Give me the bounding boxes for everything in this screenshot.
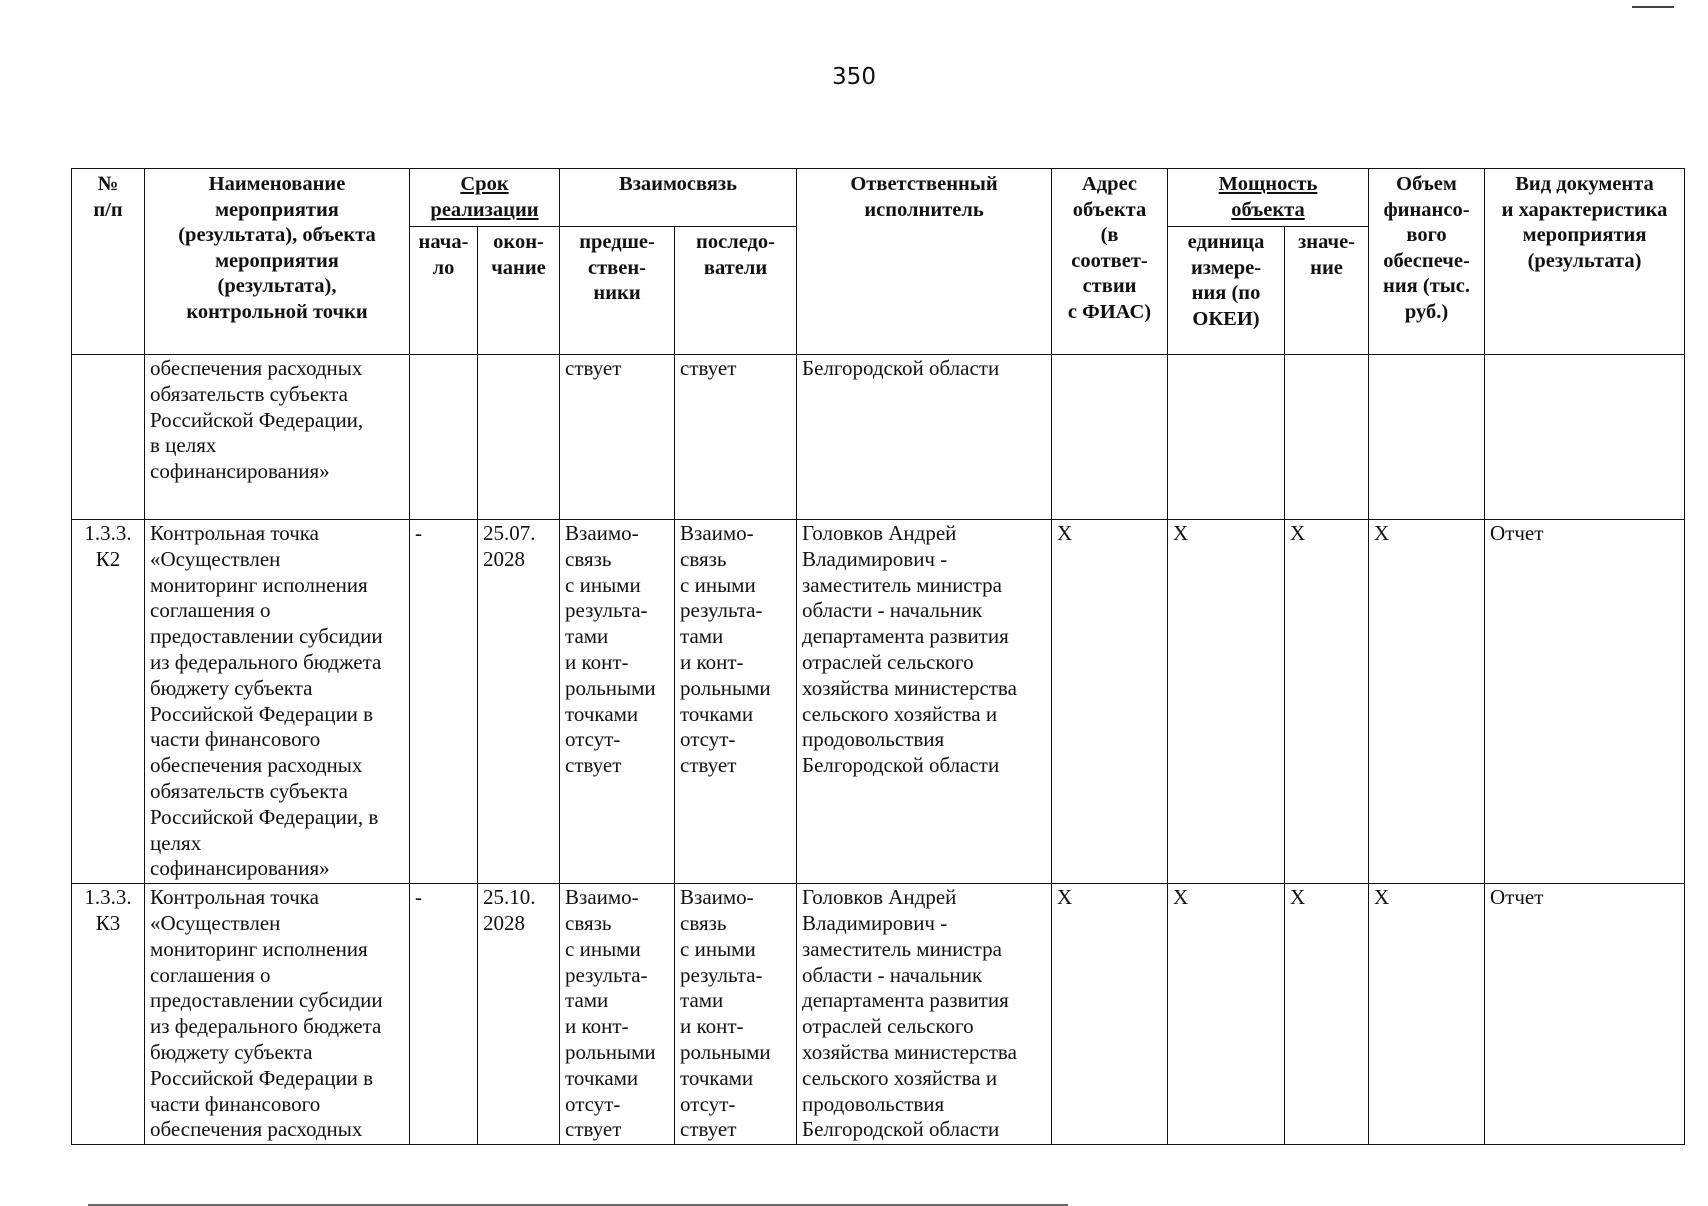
header-term-start <box>410 227 478 355</box>
text-line: и конт- <box>565 1014 629 1039</box>
text-line: Владимирович - <box>802 910 948 935</box>
text-line: Вид документа <box>1515 173 1654 195</box>
text-line: X <box>1290 885 1306 910</box>
text-line: Отчет <box>1490 521 1544 545</box>
cell-finance <box>1369 884 1485 1145</box>
text-line: Белгородской области <box>802 753 1000 778</box>
text-line: Владимирович - <box>802 546 948 571</box>
cell-doc-type <box>1485 884 1685 1145</box>
cell-doc-type <box>1485 520 1685 884</box>
cell-unit <box>1168 520 1285 884</box>
header-address <box>1052 169 1168 355</box>
text-line: ствует <box>680 1117 737 1142</box>
text-line: X <box>1173 521 1189 545</box>
table-row <box>72 355 1685 520</box>
text-line: обязательств субъекта <box>150 381 348 406</box>
text-line: X <box>1374 521 1390 545</box>
text-line: связь <box>565 910 612 935</box>
cell-finance <box>1369 355 1485 520</box>
text-line: окон- <box>493 231 544 253</box>
header-link <box>560 169 797 227</box>
text-line: рольными <box>680 675 771 700</box>
cell-address <box>1052 884 1168 1145</box>
text-line: X <box>1290 521 1306 545</box>
text-line: с иными <box>680 936 756 961</box>
text-line: связь <box>565 546 612 571</box>
text-line: измере- <box>1190 256 1262 279</box>
text-line: чание <box>491 256 546 279</box>
text-line: отсут- <box>680 727 736 752</box>
text-line: мониторинг исполнения <box>150 572 368 597</box>
text-line: ствии <box>1082 275 1137 297</box>
text-line: нача- <box>418 231 469 253</box>
text-line: софинансирования» <box>150 459 330 484</box>
text-line: рольными <box>680 1039 771 1064</box>
cell-start <box>410 520 478 884</box>
text-line: Головков Андрей <box>802 521 957 545</box>
text-line: отсут- <box>565 1091 621 1116</box>
text-line: соглашения о <box>150 962 271 987</box>
text-line: Взаимо- <box>680 885 754 910</box>
text-line: точками <box>680 1065 754 1090</box>
text-line: вого <box>1406 224 1447 246</box>
text-line: ствует <box>565 753 622 778</box>
text-line: с ФИАС) <box>1067 300 1152 323</box>
cell-num <box>72 884 145 1145</box>
text-line: Контрольная точка <box>150 521 320 545</box>
text-line: ствует <box>565 356 622 380</box>
text-line: № <box>97 173 119 195</box>
table-body <box>72 355 1685 1145</box>
text-line: с иными <box>680 572 756 597</box>
text-line: К2 <box>95 546 121 571</box>
text-line: Белгородской области <box>802 1117 1000 1142</box>
text-line: департамента развития <box>802 624 1009 649</box>
cell-end <box>478 884 560 1145</box>
text-line: реализации <box>430 198 539 221</box>
text-line: целях <box>150 830 202 855</box>
text-line: Взаимо- <box>680 521 754 545</box>
cell-value <box>1285 884 1369 1145</box>
cell-responsible <box>797 884 1052 1145</box>
text-line: области - начальник <box>802 962 983 987</box>
header-doc-type <box>1485 169 1685 355</box>
text-line: результа- <box>565 962 648 987</box>
text-line: заместитель министра <box>802 572 1002 597</box>
cell-name <box>145 884 410 1145</box>
header-name <box>145 169 410 355</box>
text-line: предоставлении субсидии <box>150 988 383 1013</box>
text-line: хозяйства министерства <box>802 675 1017 700</box>
text-line: 2028 <box>483 546 525 571</box>
cell-responsible <box>797 355 1052 520</box>
text-line: Объем <box>1396 173 1457 195</box>
text-line: из федерального бюджета <box>150 1014 382 1039</box>
text-line: точками <box>565 1065 639 1090</box>
text-line: Белгородской области <box>802 356 1000 380</box>
cell-end <box>478 520 560 884</box>
text-line: продовольствия <box>802 1091 945 1116</box>
cell-predecessors <box>560 884 675 1145</box>
text-line: (результата), <box>217 275 337 297</box>
text-line: объекта <box>1072 198 1147 221</box>
text-line: ние <box>1310 256 1343 279</box>
text-line: соответ- <box>1071 249 1148 272</box>
cell-successors <box>675 884 797 1145</box>
text-line: Российской Федерации в <box>150 701 374 726</box>
text-line: и характеристика <box>1501 198 1668 221</box>
text-line: контрольной точки <box>186 300 368 323</box>
text-line: результа- <box>680 962 763 987</box>
cell-unit <box>1168 355 1285 520</box>
text-line: отсут- <box>565 727 621 752</box>
text-line: объекта <box>1231 198 1305 221</box>
text-line: части финансового <box>150 1091 321 1116</box>
cell-predecessors <box>560 355 675 520</box>
header-responsible <box>797 169 1052 355</box>
header-link-prev <box>560 227 675 355</box>
cell-predecessors <box>560 520 675 884</box>
activities-table <box>71 168 1685 1145</box>
text-line: Российской Федерации в <box>150 1065 374 1090</box>
text-line: предше- <box>579 231 655 253</box>
text-line: значе- <box>1298 231 1355 253</box>
text-line: (результата), объекта <box>178 224 376 246</box>
text-line: точками <box>680 701 754 726</box>
cell-finance <box>1369 520 1485 884</box>
text-line: бюджету субъекта <box>150 675 313 700</box>
text-line: Отчет <box>1490 885 1544 910</box>
text-line: обязательств субъекта <box>150 778 348 803</box>
text-line: сельского хозяйства и <box>802 1065 998 1090</box>
table-row <box>72 520 1685 884</box>
text-line: бюджету субъекта <box>150 1039 313 1064</box>
page-number: 350 <box>832 64 876 90</box>
text-line: и конт- <box>680 1014 744 1039</box>
text-line: 25.10. <box>483 885 536 910</box>
cell-name <box>145 355 410 520</box>
text-line: последо- <box>696 231 775 253</box>
text-line: ло <box>432 256 455 279</box>
text-line: «Осуществлен <box>150 546 281 571</box>
text-line: руб.) <box>1404 300 1449 323</box>
text-line: ствует <box>565 1117 622 1142</box>
text-line: X <box>1173 885 1189 910</box>
text-line: Наименование <box>208 173 346 195</box>
text-line: части финансового <box>150 727 321 752</box>
text-line: тами <box>565 624 609 649</box>
text-line: с иными <box>565 572 641 597</box>
text-line: тами <box>680 624 724 649</box>
text-line: отраслей сельского <box>802 1014 974 1039</box>
text-line: «Осуществлен <box>150 910 281 935</box>
text-line: Мощность <box>1218 173 1318 195</box>
text-line: Взаимосвязь <box>619 173 738 195</box>
cell-unit <box>1168 884 1285 1145</box>
cell-start <box>410 355 478 520</box>
text-line: результа- <box>565 598 648 623</box>
cell-address <box>1052 355 1168 520</box>
text-line: - <box>415 885 422 910</box>
text-line: Головков Андрей <box>802 885 957 910</box>
text-line: ники <box>593 282 641 304</box>
header-capacity <box>1168 169 1369 227</box>
text-line: 2028 <box>483 910 525 935</box>
cell-num <box>72 520 145 884</box>
cell-doc-type <box>1485 355 1685 520</box>
text-line: ния (тыс. <box>1383 275 1470 297</box>
header-capacity-unit <box>1168 227 1285 355</box>
text-line: отраслей сельского <box>802 649 974 674</box>
text-line: рольными <box>565 1039 656 1064</box>
text-line: обеспече- <box>1383 249 1470 272</box>
text-line: департамента развития <box>802 988 1009 1013</box>
text-line: ОКЕИ) <box>1192 307 1260 330</box>
header-num <box>72 169 145 355</box>
text-line: результа- <box>680 598 763 623</box>
text-line: обеспечения расходных <box>150 753 363 778</box>
text-line: К3 <box>95 910 121 935</box>
top-edge-rule <box>1632 6 1674 8</box>
text-line: Контрольная точка <box>150 885 320 910</box>
text-line: ствует <box>680 753 737 778</box>
text-line: 1.3.3. <box>84 885 132 910</box>
text-line: Взаимо- <box>565 521 639 545</box>
text-line: в целях <box>150 433 217 458</box>
text-line: Срок <box>460 173 509 195</box>
text-line: сельского хозяйства и <box>802 701 998 726</box>
cell-value <box>1285 355 1369 520</box>
text-line: Взаимо- <box>565 885 639 910</box>
text-line: ствует <box>680 356 737 380</box>
text-line: софинансирования» <box>150 856 330 881</box>
cell-end <box>478 355 560 520</box>
text-line: из федерального бюджета <box>150 649 382 674</box>
text-line: п/п <box>93 198 123 221</box>
text-line: Ответственный <box>850 173 998 195</box>
text-line: рольными <box>565 675 656 700</box>
text-line: исполнитель <box>864 198 984 221</box>
text-line: области - начальник <box>802 598 983 623</box>
text-line: и конт- <box>680 649 744 674</box>
text-line: X <box>1057 521 1073 545</box>
text-line: отсут- <box>680 1091 736 1116</box>
text-line: мероприятия <box>215 249 339 272</box>
text-line: X <box>1057 885 1073 910</box>
text-line: связь <box>680 910 727 935</box>
text-line: Адрес <box>1082 173 1138 195</box>
cell-address <box>1052 520 1168 884</box>
header-capacity-value <box>1285 227 1369 355</box>
cell-responsible <box>797 520 1052 884</box>
text-line: тами <box>565 988 609 1013</box>
text-line: мониторинг исполнения <box>150 936 368 961</box>
text-line: и конт- <box>565 649 629 674</box>
text-line: связь <box>680 546 727 571</box>
text-line: заместитель министра <box>802 936 1002 961</box>
text-line: соглашения о <box>150 598 271 623</box>
cell-num <box>72 355 145 520</box>
text-line: 25.07. <box>483 521 536 545</box>
text-line: единица <box>1187 231 1265 253</box>
text-line: ствен- <box>588 256 646 279</box>
table-row <box>72 884 1685 1145</box>
header-term-end <box>478 227 560 355</box>
text-line: финансо- <box>1383 198 1470 221</box>
text-line: хозяйства министерства <box>802 1039 1017 1064</box>
text-line: предоставлении субсидии <box>150 624 383 649</box>
header-finance <box>1369 169 1485 355</box>
cell-start <box>410 884 478 1145</box>
cell-successors <box>675 520 797 884</box>
header-link-next <box>675 227 797 355</box>
cell-successors <box>675 355 797 520</box>
text-line: мероприятия <box>215 198 339 221</box>
text-line: мероприятия <box>1522 224 1647 246</box>
cell-name <box>145 520 410 884</box>
text-line: продовольствия <box>802 727 945 752</box>
text-line: обеспечения расходных <box>150 356 363 380</box>
cell-value <box>1285 520 1369 884</box>
text-line: ватели <box>703 256 768 279</box>
text-line: точками <box>565 701 639 726</box>
text-line: тами <box>680 988 724 1013</box>
text-line: Российской Федерации, в <box>150 804 379 829</box>
text-line: (в <box>1100 224 1119 246</box>
text-line: ния (по <box>1191 282 1261 304</box>
text-line: - <box>415 521 422 545</box>
text-line: X <box>1374 885 1390 910</box>
text-line: с иными <box>565 936 641 961</box>
text-line: (результата) <box>1527 249 1642 272</box>
header-term <box>410 169 560 227</box>
text-line: обеспечения расходных <box>150 1117 363 1142</box>
text-line: 1.3.3. <box>84 521 132 545</box>
text-line: Российской Федерации, <box>150 407 364 432</box>
